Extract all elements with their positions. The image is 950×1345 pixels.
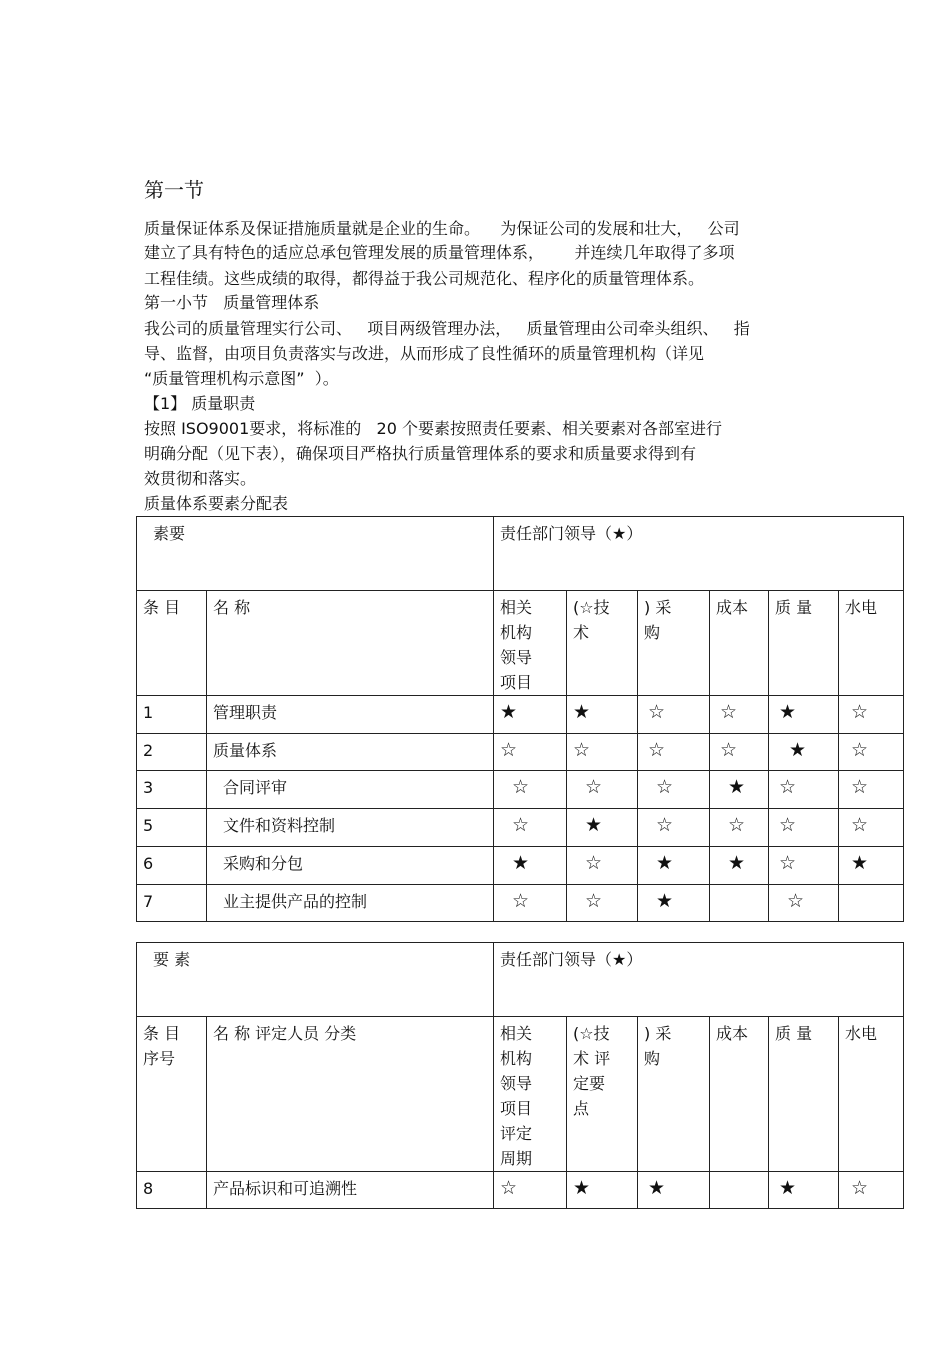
star-mark: ☆	[769, 885, 839, 922]
col-dept: (☆技 术 评 定要 点	[567, 1017, 638, 1172]
row-name: 管理职责	[207, 696, 494, 734]
star-mark: ☆	[710, 696, 769, 734]
row-name: 合同评审	[207, 771, 494, 809]
table-row	[137, 696, 904, 734]
star-mark: ☆	[638, 734, 710, 771]
row-no: 3	[137, 771, 207, 809]
paragraph-line: 明确分配（见下表），确保项目严格执行质量管理体系的要求和质量要求得到有	[144, 444, 697, 463]
star-mark: ★	[769, 734, 839, 771]
star-mark: ☆	[494, 809, 567, 847]
row-no: 1	[137, 696, 207, 734]
table-row	[137, 885, 904, 922]
star-mark	[839, 885, 904, 922]
star-mark: ☆	[710, 809, 769, 847]
star-mark: ★	[839, 847, 904, 885]
col-dept: ) 采 购	[638, 1017, 710, 1172]
star-mark: ★	[567, 1172, 638, 1209]
star-mark: ★	[769, 696, 839, 734]
star-mark: ★	[494, 847, 567, 885]
paragraph-line: 工程佳绩。这些成绩的取得，都得益于我公司规范化、程序化的质量管理体系。	[144, 269, 705, 288]
col-dept: 相关 机构 领导 项目	[494, 591, 567, 696]
star-mark: ☆	[638, 696, 710, 734]
header-responsible-dept: 责任部门领导（★）	[494, 517, 904, 591]
col-dept: 成本	[710, 1017, 769, 1172]
element-allocation-table-1	[136, 516, 904, 922]
star-mark: ★	[638, 847, 710, 885]
star-mark: ★	[710, 771, 769, 809]
star-mark	[710, 1172, 769, 1209]
star-mark: ★	[638, 1172, 710, 1209]
item-heading: 【1】 质量职责	[144, 394, 256, 413]
star-mark: ★	[710, 847, 769, 885]
star-mark: ☆	[638, 809, 710, 847]
star-mark: ☆	[710, 734, 769, 771]
col-name: 名 称 评定人员 分类	[207, 1017, 494, 1172]
star-mark: ☆	[567, 734, 638, 771]
star-mark: ☆	[769, 809, 839, 847]
section-title: 第一节	[144, 178, 204, 202]
star-mark: ☆	[839, 771, 904, 809]
star-mark	[710, 885, 769, 922]
row-no: 8	[137, 1172, 207, 1209]
col-dept: 质 量	[769, 1017, 839, 1172]
col-dept: 成本	[710, 591, 769, 696]
star-mark: ☆	[769, 771, 839, 809]
header-responsible-dept: 责任部门领导（★）	[494, 943, 904, 1017]
row-name: 业主提供产品的控制	[207, 885, 494, 922]
star-mark: ★	[769, 1172, 839, 1209]
header-element: 要 素	[137, 943, 494, 1017]
col-name: 名 称	[207, 591, 494, 696]
col-item-no: 条 目 序号	[137, 1017, 207, 1172]
paragraph-line: 效贯彻和落实。	[144, 469, 257, 488]
star-mark: ☆	[839, 1172, 904, 1209]
col-dept: 水电	[839, 591, 904, 696]
star-mark: ☆	[839, 809, 904, 847]
table-row	[137, 1172, 904, 1209]
row-name: 产品标识和可追溯性	[207, 1172, 494, 1209]
col-dept: ) 采 购	[638, 591, 710, 696]
col-dept: (☆技 术	[567, 591, 638, 696]
star-mark: ★	[567, 696, 638, 734]
table-row	[137, 809, 904, 847]
star-mark: ☆	[494, 734, 567, 771]
star-mark: ☆	[494, 1172, 567, 1209]
paragraph-line: 按照 ISO9001要求，将标准的 20 个要素按照责任要素、相关要素对各部室进行	[144, 419, 722, 438]
paragraph-line: 质量保证体系及保证措施质量就是企业的生命。 为保证公司的发展和壮大， 公司	[144, 219, 740, 238]
star-mark: ☆	[494, 771, 567, 809]
col-dept: 水电	[839, 1017, 904, 1172]
header-element: 素要	[137, 517, 494, 591]
row-no: 7	[137, 885, 207, 922]
star-mark: ☆	[567, 771, 638, 809]
star-mark: ★	[567, 809, 638, 847]
row-no: 5	[137, 809, 207, 847]
star-mark: ☆	[769, 847, 839, 885]
row-name: 质量体系	[207, 734, 494, 771]
star-mark: ★	[638, 885, 710, 922]
table-row	[137, 734, 904, 771]
paragraph-line: 我公司的质量管理实行公司、 项目两级管理办法， 质量管理由公司牵头组织、 指	[144, 319, 750, 338]
paragraph-line: 建立了具有特色的适应总承包管理发展的质量管理体系， 并连续几年取得了多项	[144, 243, 735, 262]
col-dept: 质 量	[769, 591, 839, 696]
subsection-title: 第一小节 质量管理体系	[144, 293, 320, 312]
star-mark: ★	[494, 696, 567, 734]
star-mark: ☆	[839, 734, 904, 771]
row-no: 2	[137, 734, 207, 771]
star-mark: ☆	[494, 885, 567, 922]
star-mark: ☆	[567, 885, 638, 922]
paragraph-line: “质量管理机构示意图” ）。	[144, 369, 339, 388]
table-row	[137, 771, 904, 809]
star-mark: ☆	[567, 847, 638, 885]
row-no: 6	[137, 847, 207, 885]
col-dept: 相关 机构 领导 项目 评定 周期	[494, 1017, 567, 1172]
table-caption: 质量体系要素分配表	[144, 494, 289, 513]
col-item-no: 条 目	[137, 591, 207, 696]
paragraph-line: 导、监督，由项目负责落实与改进，从而形成了良性循环的质量管理机构（详见	[144, 344, 705, 363]
star-mark: ☆	[638, 771, 710, 809]
table-row	[137, 847, 904, 885]
row-name: 采购和分包	[207, 847, 494, 885]
row-name: 文件和资料控制	[207, 809, 494, 847]
star-mark: ☆	[839, 696, 904, 734]
element-allocation-table-2	[136, 942, 904, 1209]
